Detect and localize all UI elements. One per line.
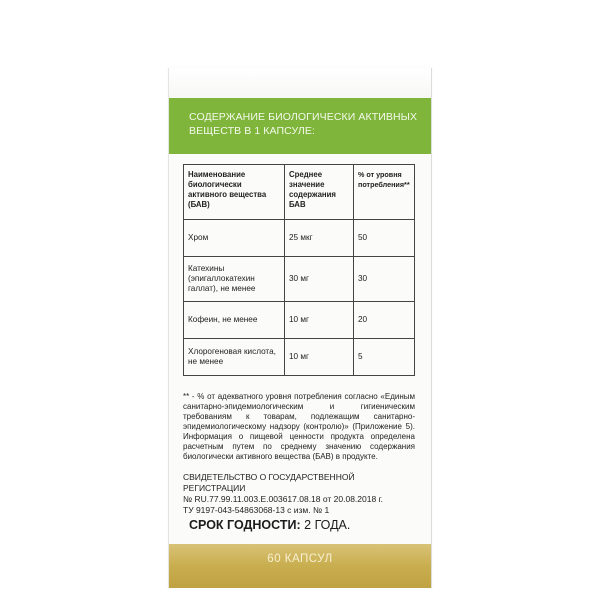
registration-line-1: СВИДЕТЕЛЬСТВО О ГОСУДАРСТВЕННОЙ РЕГИСТРАЦИИ xyxy=(183,472,355,493)
footnote-text: ** - % от адекватного уровня потребления согласно «Единым санитарно-эпидемиологическим и гигиеническим требованиям к товарам, подлежащим санитарно-эпидемиологическому надзору (контролю)» (Приложение 5). Информация о пищевой ценности продукта определена расчетным путем по среднему значению содержания биологически активного вещества (БАВ) в продукте. xyxy=(183,392,415,461)
capsule-count: 60 КАПСУЛ xyxy=(267,553,333,565)
column-header-percent: % от уровня потребления** xyxy=(354,165,415,220)
column-header-amount: Среднее значение содержания БАВ xyxy=(285,165,354,220)
header-line-1: СОДЕРЖАНИЕ БИОЛОГИЧЕСКИ АКТИВНЫХ xyxy=(189,111,418,123)
row-percent: 50 xyxy=(354,220,415,257)
package-top-flap xyxy=(169,68,431,99)
expiry-line xyxy=(189,518,350,532)
table-row xyxy=(184,257,415,302)
header-line-2: ВЕЩЕСТВ В 1 КАПСУЛЕ: xyxy=(189,125,316,137)
registration-block xyxy=(183,472,415,516)
row-name: Катехины (эпигаллокатехин галлат), не менее xyxy=(184,257,285,302)
row-name: Кофеин, не менее xyxy=(184,302,285,339)
table-row xyxy=(184,220,415,257)
table-row xyxy=(184,302,415,339)
table-row xyxy=(184,339,415,376)
registration-line-2: № RU.77.99.11.003.E.003617.08.18 от 20.08.2018 г. xyxy=(183,494,383,504)
capsule-count-band xyxy=(169,544,431,588)
column-header-name: Наименование биологически активного вещества (БАВ) xyxy=(184,165,285,220)
panel-content xyxy=(183,164,417,516)
row-amount: 10 мг xyxy=(285,339,354,376)
row-name: Хром xyxy=(184,220,285,257)
row-name: Хлорогеновая кислота, не менее xyxy=(184,339,285,376)
row-amount: 10 мг xyxy=(285,302,354,339)
registration-line-3: ТУ 9197-043-54863068-13 с изм. № 1 xyxy=(183,505,330,515)
expiry-value: 2 ГОДА. xyxy=(304,518,351,532)
row-percent: 5 xyxy=(354,339,415,376)
row-percent: 20 xyxy=(354,302,415,339)
package-side-panel xyxy=(168,68,432,588)
expiry-label: СРОК ГОДНОСТИ: xyxy=(189,518,301,532)
row-amount: 25 мкг xyxy=(285,220,354,257)
table-header-row xyxy=(184,165,415,220)
bav-content-header xyxy=(169,98,431,154)
row-amount: 30 мг xyxy=(285,257,354,302)
row-percent: 30 xyxy=(354,257,415,302)
bav-table xyxy=(183,164,415,376)
